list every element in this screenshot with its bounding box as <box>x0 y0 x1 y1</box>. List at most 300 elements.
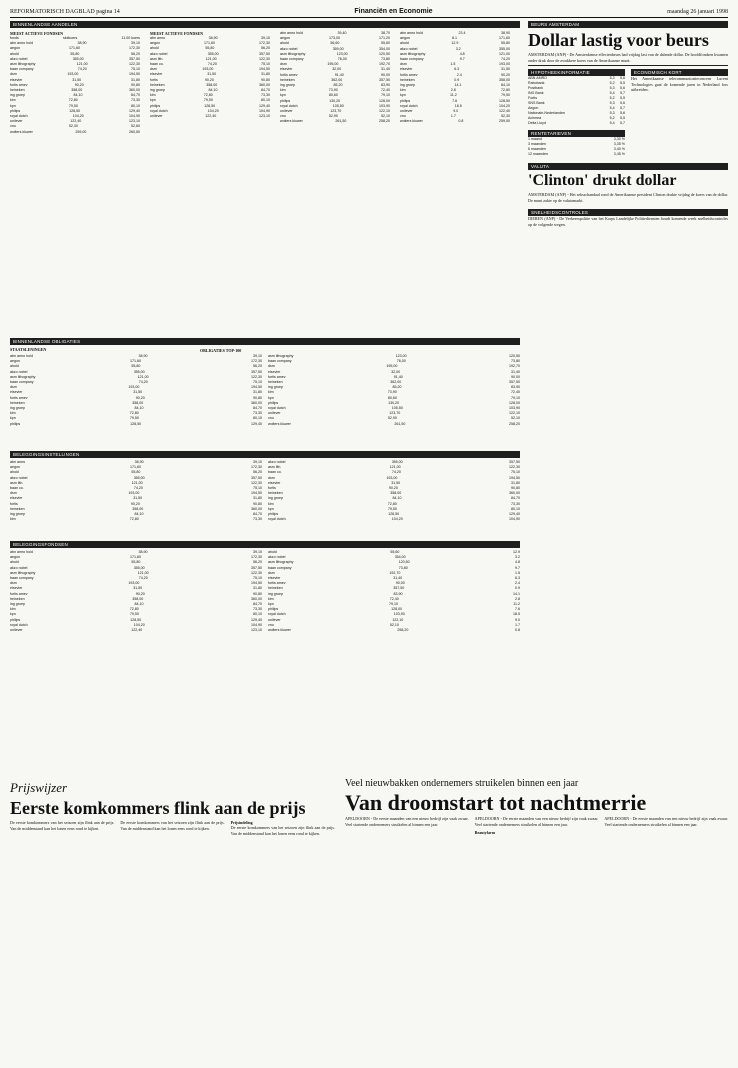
col4-cell: 121,00 <box>499 51 510 56</box>
fund-a-cell: 355,00 <box>133 565 145 570</box>
small-cap-cell: 80,10 <box>260 98 270 103</box>
fund-b-cell: 31,40 <box>393 576 403 581</box>
mortgage-cell: 5,3 <box>609 111 615 115</box>
fund-a-cell: 55,80 <box>131 560 141 565</box>
section-economic: ECONOMISCH KORT <box>631 69 728 76</box>
bonds-a-cell: 39,10 <box>252 354 262 358</box>
fund-b-cell: kpn <box>268 602 274 607</box>
inv-b-cell: 129,40 <box>508 512 520 517</box>
col3-cell: 32,00 <box>332 67 342 72</box>
bonds-a-cell: kpn <box>10 416 16 421</box>
bonds-b-cell: 32,00 <box>391 369 401 374</box>
most-active-cell: 72,80 <box>68 98 78 103</box>
most-active-cell: 31,80 <box>130 77 140 82</box>
most-active-cell: ahold <box>10 51 19 56</box>
bonds-a-cell: 90,80 <box>252 395 262 400</box>
inv-a-cell: baan co. <box>10 486 24 491</box>
col3-cell: baan company <box>280 57 304 62</box>
most-active-cell: 121,00 <box>76 62 88 67</box>
fund-b-cell: fortis amev <box>268 581 286 586</box>
mortgage-cell: 5,7 <box>620 106 625 110</box>
small-cap-cell: 90,80 <box>260 77 270 82</box>
col4-cell: 0.8 <box>458 119 464 124</box>
col4-cell: philips <box>400 98 411 103</box>
investment-section <box>10 451 520 522</box>
bonds-a-row <box>10 422 262 427</box>
fund-b-cell: 18.5 <box>513 612 520 617</box>
inv-b-cell: akzo nobel <box>268 460 286 464</box>
most-active-cell: fortis amev <box>10 82 28 87</box>
fund-a-cell: klm <box>10 607 16 612</box>
mortgage-cell: 5,2 <box>609 116 615 120</box>
article-speed: DIEREN (ANP) - De Verkeerspolitie van het Korps Landelijke Politiediensten houdt komende week snelheidscontroles op de volgende wegen. <box>528 216 728 227</box>
bonds-a-cell: 194,50 <box>250 385 262 390</box>
col4-cell: 0.9 <box>454 77 460 82</box>
right-column <box>528 21 728 621</box>
col4-cell: 355,00 <box>498 46 510 51</box>
fund-a-cell: 121,00 <box>137 570 149 575</box>
most-active-cell: 52,60 <box>130 124 140 129</box>
masthead <box>10 8 728 18</box>
col-3 <box>280 31 390 125</box>
most-active-cell: dsm <box>10 72 17 77</box>
mortgage-cell: SNS Bank <box>528 101 545 105</box>
inv-b-cell: asm lith. <box>268 465 282 470</box>
col3-cell: royal dutch <box>280 103 298 108</box>
inv-b-cell: 75,10 <box>510 470 520 475</box>
small-cap-cell: 129,40 <box>258 103 270 108</box>
inv-a-cell: 84,10 <box>134 512 144 517</box>
masthead-left: REFORMATORISCH DAGBLAD pagina 14 <box>10 9 120 15</box>
col4-cell: 9.7 <box>459 57 465 62</box>
bonds-b-cell: baan company <box>268 359 292 364</box>
inv-b-cell: heineken <box>268 491 283 496</box>
col3-cell: 354,00 <box>378 46 390 51</box>
col3-cell: ing groep <box>280 83 295 88</box>
most-active-cell: 129,40 <box>128 108 140 113</box>
masthead-wrap <box>10 8 728 18</box>
fund-b-cell: 9.0 <box>515 617 520 622</box>
col3-cell: elsevier <box>280 67 293 72</box>
bonds-a-cell: 75,10 <box>252 380 262 385</box>
bonds-b-cell: 76,00 <box>396 359 406 364</box>
small-cap-cell: 56,20 <box>260 46 270 51</box>
most-active-cell: 358,00 <box>71 88 83 93</box>
col4-cell: elsevier <box>400 67 413 72</box>
right-two-col <box>528 69 728 157</box>
fund-a-cell: royal dutch <box>10 622 28 627</box>
mortgage-cell: 5,3 <box>609 86 615 90</box>
fund-a-cell: 104,90 <box>251 622 262 627</box>
section-bonds: BINNENLANDSE OBLIGATIES <box>10 338 520 345</box>
inv-a-cell: 90,80 <box>252 501 262 506</box>
bonds-b-cell: klm <box>268 390 274 395</box>
small-cap-cell: 72,80 <box>203 93 213 98</box>
inv-b-cell: philips <box>268 512 279 517</box>
mortgage-cell: 5,2 <box>609 81 615 85</box>
section-mortgage: HYPOTHEEKINFORMATIE <box>528 69 625 76</box>
bonds-b-cell: 195,00 <box>386 364 398 369</box>
col3-cell: vnu <box>280 114 286 119</box>
small-cap-row <box>150 114 270 119</box>
bonds-a-cell: 84,70 <box>253 406 262 411</box>
bonds-a-cell: 38,90 <box>138 354 148 358</box>
col4-row <box>400 119 510 124</box>
col4-cell: 31,50 <box>500 67 510 72</box>
section-rates: RENTETARIEVEN <box>528 130 625 137</box>
most-active-cell: ing groep <box>10 93 25 98</box>
col3-cell: 73,80 <box>380 57 390 62</box>
fund-b-cell: ahold <box>268 550 277 554</box>
most-active-cell: 55,80 <box>70 51 80 56</box>
bonds-b-cell: 83,90 <box>511 385 520 390</box>
bonds-a-cell: 129,40 <box>250 421 262 426</box>
col4-cell: 90,20 <box>500 72 510 77</box>
fund-a-cell: 38,90 <box>138 550 148 554</box>
fund-b-cell: 354,00 <box>394 555 406 560</box>
bonds-a-cell: 55,80 <box>131 364 141 369</box>
bonds-a-cell: heineken <box>10 400 25 405</box>
col3-cell: 38,70 <box>380 31 390 35</box>
small-cap-cell: 73,30 <box>261 93 270 98</box>
most-active-cell: 259,00 <box>75 129 87 134</box>
col3-cell: 123,70 <box>330 109 342 114</box>
fund-b-cell: 6.3 <box>514 576 520 581</box>
col4-cell: 7.6 <box>452 98 458 103</box>
most-active-cell: 90,80 <box>130 82 140 87</box>
mortgage-cell: Aegon <box>528 106 539 110</box>
inv-b-cell: 360,00 <box>509 491 520 496</box>
fund-b-cell: 7.6 <box>514 607 520 612</box>
investment-columns <box>10 460 520 522</box>
fund-b-cell: elsevier <box>268 576 281 581</box>
bonds-a-cell: 31,80 <box>252 390 262 395</box>
mortgage-cell: 5,4 <box>609 91 615 95</box>
beautyfarm-title: Beautyfarm <box>474 830 496 835</box>
rates-cell: 3,35 % <box>613 142 625 146</box>
small-cap-cell: akzo nobel <box>150 51 168 56</box>
bonds-a-cell: 56,20 <box>252 364 262 369</box>
fund-a-cell: 56,20 <box>252 560 262 565</box>
col4-cell: 171,60 <box>499 36 510 41</box>
col4-cell: 74,20 <box>500 57 510 62</box>
bonds-a-cell: 357,50 <box>250 369 262 374</box>
col4-cell: wolters kluwer <box>400 119 423 124</box>
fund-b-cell: 4.8 <box>515 560 520 565</box>
fund-b-cell: 2.8 <box>515 596 520 601</box>
most-active-cell: 171,60 <box>69 46 80 51</box>
small-cap-cell: ahold <box>150 46 159 51</box>
rates-cell: 1 maand <box>528 137 542 141</box>
headline-dollar: Dollar lastig voor beurs <box>528 30 709 50</box>
fund-a-cell: 73,30 <box>253 607 262 612</box>
most-active-block <box>10 31 140 135</box>
small-cap-cell: 194,50 <box>258 67 270 72</box>
col4-cell: unilever <box>400 109 413 114</box>
bonds-section <box>10 338 520 427</box>
fund-b-cell: 12.9 <box>512 550 520 554</box>
col3-cell: 85,20 <box>333 83 343 88</box>
bonds-col-a <box>10 354 262 427</box>
most-active-cell: 75,10 <box>130 67 140 72</box>
col3-cell: philips <box>280 98 291 103</box>
fund-a-cell: elsevier <box>10 586 23 591</box>
col4-cell: 11.2 <box>450 93 457 98</box>
inv-a-cell: 193,00 <box>128 491 140 496</box>
col4-cell: 2.8 <box>450 88 456 93</box>
fund-section <box>10 541 520 633</box>
mortgage-cell: 5,4 <box>609 121 615 125</box>
most-active-cell: kpn <box>10 103 16 108</box>
fund-b-cell: 128,00 <box>391 607 403 612</box>
inv-b-cell: 90,80 <box>510 486 520 491</box>
bonds-b-cell: 123,70 <box>389 411 401 416</box>
small-cap-cell: 122,30 <box>258 56 270 61</box>
inv-a-cell: 90,20 <box>130 501 140 506</box>
bonds-b-cell: 357,50 <box>509 380 520 385</box>
inv-b-cell: 355,00 <box>391 460 403 464</box>
inv-a-cell: 121,00 <box>131 480 143 485</box>
col3-cell: wolters kluwer <box>280 119 303 124</box>
bonds-b-cell: unilever <box>268 411 281 416</box>
most-active-cell: 80,10 <box>130 103 140 108</box>
col3-cell: 171,20 <box>379 36 390 41</box>
section-beurs: BEURS AMSTERDAM <box>528 21 728 28</box>
fund-b-cell: 79,10 <box>389 602 399 607</box>
bonds-a-cell: 73,30 <box>253 411 262 416</box>
inv-a-cell: asm lith. <box>10 480 24 485</box>
inv-b-cell: royal dutch <box>268 517 286 522</box>
most-active-cell: 357,50 <box>128 56 140 61</box>
inv-b-cell: 194,50 <box>508 475 520 480</box>
bonds-columns <box>10 354 520 427</box>
col3-cell: asm lithography <box>280 51 306 56</box>
inv-b-cell: kpn <box>268 506 274 511</box>
small-cap-cell: 355,00 <box>207 51 219 56</box>
fund-a-cell: 360,00 <box>251 596 262 601</box>
dream-col-2 <box>475 816 599 835</box>
prices-col-3-text: De eerste komkommers van het seizoen zijn flink aan de prijs. Van de middenstand kan het lonen eens rond te kijken. <box>230 825 335 836</box>
inv-b-cell: 79,50 <box>387 506 397 511</box>
fund-b-cell: 1.5 <box>514 570 520 575</box>
fund-a-cell: 74,20 <box>138 576 148 581</box>
fund-b-row <box>268 628 520 633</box>
inv-b-cell: 90,20 <box>388 486 398 491</box>
bonds-a-cell: 79,50 <box>129 416 139 421</box>
inv-b-cell: 122,30 <box>508 465 520 470</box>
fund-b-cell: 55,60 <box>390 550 400 554</box>
small-cap-cell: fortis <box>150 77 158 82</box>
fund-b-cell: 120,50 <box>398 560 410 565</box>
col-4 <box>400 31 510 125</box>
most-active-cell: 31,50 <box>72 77 82 82</box>
col4-cell: dsm <box>400 62 407 67</box>
col4-cell: akzo nobel <box>400 46 418 51</box>
fund-a-row <box>10 628 262 633</box>
fund-a-cell: abn amro hold <box>10 550 33 554</box>
most-active-cell: 84,70 <box>131 93 140 98</box>
most-active-cell: elsevier <box>10 77 23 82</box>
bonds-a-cell: fortis amev <box>10 395 28 400</box>
fund-b-cell: 103,90 <box>393 612 405 617</box>
bonds-b-cell: 122,10 <box>509 411 520 416</box>
rates-table <box>528 137 625 157</box>
col3-cell: 103,90 <box>379 103 390 108</box>
most-active-rows <box>10 41 140 135</box>
fund-a-cell: 84,10 <box>134 602 144 607</box>
most-active-cell: 360,00 <box>129 88 140 93</box>
speed-block <box>528 209 728 227</box>
fund-a-cell: unilever <box>10 628 23 633</box>
bonds-a-cell: 128,50 <box>130 421 142 426</box>
fund-a-cell: ahold <box>10 560 19 565</box>
headline-dream: Van droomstart tot nachtmerrie <box>345 790 647 815</box>
brand: Prijswijzer <box>10 780 68 795</box>
col4-cell: 193,00 <box>498 62 510 67</box>
bonds-b-cell: 130,20 <box>388 400 400 405</box>
fund-a-cell: 122,40 <box>131 628 143 633</box>
col4-cell: ahold <box>400 41 409 46</box>
fund-a-cell: asm lithography <box>10 570 36 575</box>
fund-a-cell: 128,50 <box>130 617 142 622</box>
inv-b-cell: 31,50 <box>391 480 401 485</box>
inv-b-cell: klm <box>268 501 274 506</box>
inv-a-cell: aegon <box>10 465 20 470</box>
bonds-b-cell: 31,40 <box>510 369 520 374</box>
inv-col-b <box>268 460 520 522</box>
col4-cell: ing groep <box>400 83 415 88</box>
fund-b-cell: 122,10 <box>392 617 404 622</box>
fund-a-cell: 79,50 <box>129 612 139 617</box>
dream-col-2-text: APELDOORN - De eerste maanden van een nieuw bedrijf zijn vaak zwaar. Veel startende ondernemers struikelen al binnen een jaar. <box>474 816 599 827</box>
inv-a-cell: 31,50 <box>133 496 143 501</box>
small-cap-cell: 38,90 <box>208 36 218 40</box>
inv-b-cell: 121,00 <box>389 465 401 470</box>
col4-cell: 52,30 <box>500 114 510 119</box>
inv-b-cell: 193,00 <box>386 475 398 480</box>
fund-columns <box>10 550 520 633</box>
col3-cell: 73,90 <box>328 88 338 93</box>
col-3-table <box>280 31 390 125</box>
bonds-a-cell: dsm <box>10 385 17 390</box>
col3-cell: 90,00 <box>380 72 390 77</box>
small-cap-cell: abn amro <box>150 36 166 40</box>
bonds-a-cell: 72,80 <box>129 411 139 416</box>
small-cap-cell: 84,70 <box>261 88 270 93</box>
bonds-a-cell: 355,00 <box>133 369 145 374</box>
bonds-b-cell: 105,50 <box>391 406 403 411</box>
bonds-a-cell: 90,20 <box>135 395 145 400</box>
small-cap-cell: 123,10 <box>259 114 270 119</box>
fund-b-cell: 1.7 <box>514 622 520 627</box>
most-active-cell: 56,20 <box>130 51 140 56</box>
most-active-cell: aegon <box>10 46 20 51</box>
bonds-b-cell: heineken <box>268 380 283 385</box>
col3-cell: fortis amev <box>280 72 298 77</box>
col3-cell: 80,60 <box>328 93 338 98</box>
head-label: fonds <box>10 36 19 40</box>
inv-a-row <box>10 517 262 522</box>
head-close: slotkoers <box>62 36 78 40</box>
col3-cell: 55,60 <box>380 41 390 46</box>
prices-col-1: De eerste komkommers van het seizoen zijn flink aan de prijs. Van de middenstand kan het lonen eens rond te kijken. <box>10 820 115 831</box>
col3-cell: 357,50 <box>379 77 390 82</box>
most-active-title: MEEST ACTIEVE FONDSEN <box>10 31 64 36</box>
col4-cell: 6.3 <box>454 67 460 72</box>
bonds-b-cell: 120,50 <box>509 354 520 358</box>
inv-a-cell: 39,10 <box>253 460 262 464</box>
col3-cell: 128,00 <box>378 98 390 103</box>
col3-cell: 39,40 <box>337 31 347 35</box>
most-active-cell: baan company <box>10 67 34 72</box>
inv-a-cell: 357,50 <box>250 475 262 480</box>
bonds-b-cell: 72,40 <box>511 390 520 395</box>
col4-cell: 12.9 <box>451 41 459 46</box>
col3-cell: 258,20 <box>379 119 390 124</box>
inv-a-cell: 360,00 <box>251 506 262 511</box>
small-cap-cell: 31,80 <box>260 72 270 77</box>
col3-cell: 52,90 <box>328 114 338 119</box>
section-speed: SNELHEIDSCONTROLES <box>528 209 728 216</box>
bonds-a-cell: 84,10 <box>134 406 144 411</box>
most-active-cell: 260,50 <box>129 129 140 134</box>
headline-prices: Eerste komkommers flink aan de prijs <box>10 798 306 818</box>
bonds-col-b <box>268 354 520 427</box>
inv-b-cell: elsevier <box>268 480 281 485</box>
col4-cell: 104,20 <box>499 103 510 108</box>
bonds-a-cell: akzo nobel <box>10 369 28 374</box>
fund-a-cell: aegon <box>10 555 20 560</box>
bonds-b-cell: dsm <box>268 364 275 369</box>
small-cap-cell: aegon <box>150 41 160 46</box>
bonds-a-cell: 80,10 <box>252 416 262 421</box>
col4-cell: heineken <box>400 77 415 82</box>
inv-a-cell: 358,00 <box>132 506 144 511</box>
small-cap-cell: 79,50 <box>203 98 213 103</box>
col3-cell: ahold <box>280 41 289 46</box>
section-investments: BELEGGINGSINSTELLINGEN <box>10 451 520 458</box>
col4-cell: 79,50 <box>501 93 510 98</box>
small-cap-cell: 121,00 <box>205 56 217 61</box>
col3-cell: 122,10 <box>379 109 390 114</box>
bonds-b-cell: wolters kluwer <box>268 421 291 426</box>
bonds-b-cell: fortis amev <box>268 374 286 379</box>
bonds-a-cell: 31,50 <box>133 390 143 395</box>
headline-clinton: 'Clinton' drukt dollar <box>528 172 677 189</box>
mortgage-cell: 5,4 <box>609 106 615 110</box>
bonds-a-cell: 121,00 <box>137 374 149 379</box>
fund-a-cell: 172,30 <box>251 555 262 560</box>
fund-b-cell: vnu <box>268 622 274 627</box>
inv-col-a <box>10 460 262 522</box>
bonds-a-cell: elsevier <box>10 390 23 395</box>
inv-a-cell: 56,20 <box>252 470 262 475</box>
fund-a-cell: 90,80 <box>252 591 262 596</box>
mortgage-cell: 5,6 <box>620 86 625 90</box>
most-active-cell: akzo nobel <box>10 56 28 61</box>
small-cap-title: MEEST ACTIEVE FONDSEN <box>150 31 204 36</box>
fund-col-b <box>268 550 520 633</box>
small-cap-cell: klm <box>150 93 156 98</box>
fund-b-cell: unilever <box>268 617 281 622</box>
most-active-cell: 123,10 <box>129 119 140 124</box>
inv-b-cell: 74,20 <box>391 470 401 475</box>
mortgage-cell: Nationale-Nederlanden <box>528 111 565 115</box>
rates-cell: 6 maanden <box>528 147 546 151</box>
small-cap-cell: 104,20 <box>207 108 219 113</box>
col4-cell: klm <box>400 88 406 93</box>
col4-cell: aegon <box>400 36 410 41</box>
